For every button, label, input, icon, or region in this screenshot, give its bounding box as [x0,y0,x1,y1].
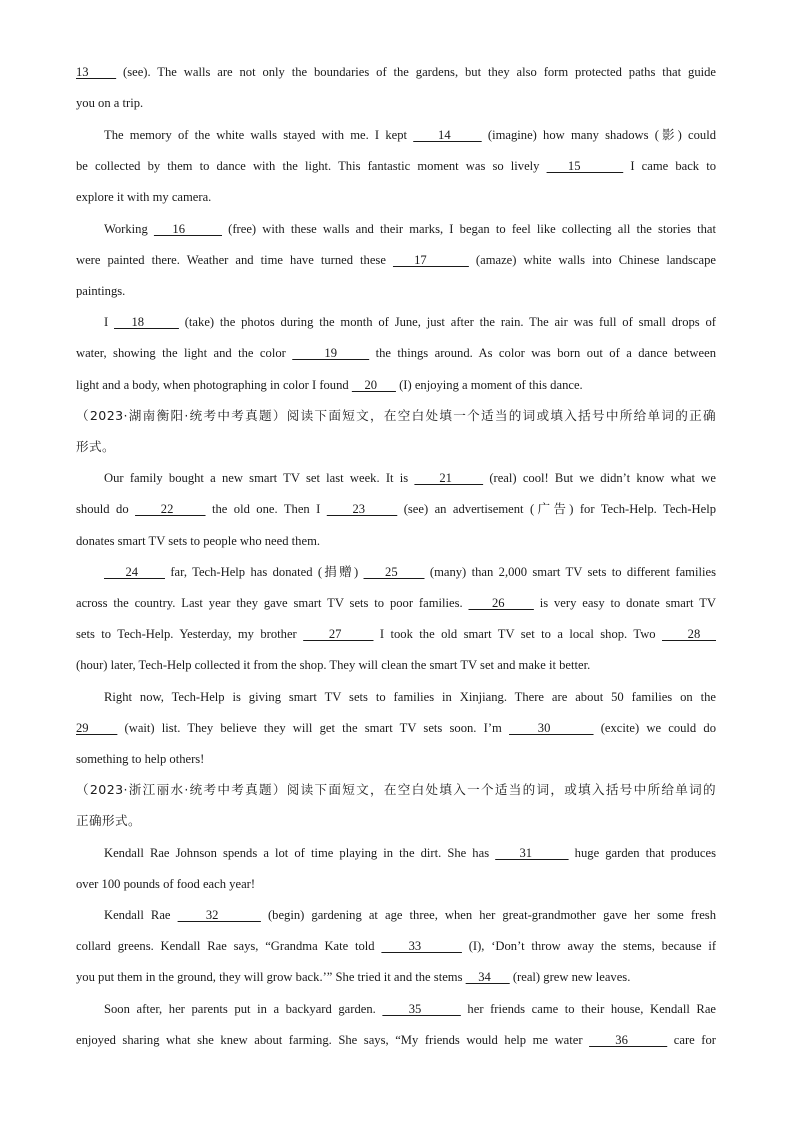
text-segment: （2023·湖南衡阳·统考中考真题）阅读下面短文，在空白处填一个适当的词或填入括号中所给单词的正确 [76,408,716,423]
section-heading-line [76,779,716,801]
text-segment: Working [104,222,154,236]
text-line [76,717,716,739]
text-line [104,311,716,333]
text-segment: water, showing the light and the color [76,346,293,360]
answer-blank[interactable]: 20 [351,378,396,392]
answer-blank[interactable]: 25 [363,565,425,579]
text-segment: explore it with my camera. [76,190,212,204]
text-line [76,155,716,177]
text-line [76,280,716,302]
section-heading-line [76,436,716,458]
answer-blank[interactable]: 27 [303,627,374,641]
text-line [76,592,716,614]
answer-blank[interactable]: 21 [414,471,484,485]
answer-blank[interactable]: 13 [76,65,117,79]
text-segment: (many) than 2,000 smart TV sets to different families [424,565,716,579]
text-segment: enjoyed sharing what she knew about farming. She says, “My friends would help me water [76,1033,590,1047]
text-segment: the things around. As color was born out of a dance between [369,346,716,360]
answer-blank[interactable]: 35 [382,1002,461,1016]
answer-blank[interactable]: 17 [392,253,469,267]
text-segment: (wait) list. They believe they will get the smart TV sets soon. I’m [117,721,510,735]
text-segment: (real) cool! But we didn’t know what we [483,471,716,485]
text-segment: (I), ‘Don’t throw away the stems, because if [461,939,716,953]
text-line [76,654,716,676]
answer-blank[interactable]: 15 [546,159,624,173]
text-line [76,748,716,770]
text-segment: (real) grew new leaves. [509,970,631,984]
text-segment: （2023·浙江丽水·统考中考真题）阅读下面短文，在空白处填入一个适当的词，或填入括号中所给单词的 [76,782,716,797]
text-line [76,92,716,114]
section-heading-line [76,810,716,832]
answer-blank[interactable]: 29 [76,721,118,735]
text-segment: (free) with these walls and their marks, I began to feel like collecting all the stories that [222,222,716,236]
answer-blank[interactable]: 30 [509,721,594,735]
text-segment: the old one. Then I [205,502,327,516]
text-line [76,1029,716,1051]
text-line [104,124,716,146]
text-segment: Our family bought a new smart TV set last week. It is [104,471,415,485]
text-segment: (excite) we could do [593,721,716,735]
text-line [76,623,716,645]
text-line [76,966,716,988]
text-segment: donates smart TV sets to people who need them. [76,534,321,548]
text-segment: (I) enjoying a moment of this dance. [395,378,583,392]
text-segment: (imagine) how many shadows (影) could [481,128,716,142]
answer-blank[interactable]: 31 [495,846,569,860]
text-segment: Kendall Rae Johnson spends a lot of time playing in the dirt. She has [104,846,496,860]
text-segment: should do [76,502,136,516]
answer-blank[interactable]: 36 [589,1033,668,1047]
text-segment: Right now, Tech-Help is giving smart TV sets to families in Xinjiang. There are about 50 families on the [104,690,716,704]
text-segment: Kendall Rae [104,908,178,922]
text-segment: her friends came to their house, Kendall Rae [460,1002,716,1016]
text-segment: I [104,315,115,329]
section-heading-line [76,405,716,427]
text-line [76,249,716,271]
text-line [104,686,716,708]
text-segment: over 100 pounds of food each year! [76,877,256,891]
answer-blank[interactable]: 33 [381,939,462,953]
text-segment: (take) the photos during the month of June, just after the rain. The air was full of small drops of [178,315,716,329]
text-segment: (begin) gardening at age three, when her great-grandmother gave her some fresh [260,908,716,922]
text-line [76,935,716,957]
text-line [76,873,716,895]
answer-blank[interactable]: 32 [177,908,261,922]
text-segment: far, Tech-Help has donated (捐赠) [164,565,364,579]
text-segment: were painted there. Weather and time have turned these [76,253,393,267]
text-line [76,530,716,552]
answer-blank[interactable]: 34 [465,970,510,984]
text-segment: care for [667,1033,716,1047]
text-line [104,904,716,926]
text-segment: is very easy to donate smart TV [533,596,716,610]
answer-blank[interactable]: 26 [468,596,534,610]
text-line [76,374,716,396]
text-segment: light and a body, when photographing in color I found [76,378,352,392]
text-line [104,842,716,864]
answer-blank[interactable]: 18 [114,315,179,329]
text-segment: collard greens. Kendall Rae says, “Grandma Kate told [76,939,382,953]
text-line [104,218,716,240]
text-segment: be collected by them to dance with the light. This fantastic moment was so lively [76,159,547,173]
text-segment: paintings. [76,284,126,298]
answer-blank[interactable]: 23 [326,502,398,516]
text-segment: (see). The walls are not only the boundaries of the gardens, but they also form protected paths that guide [116,65,716,79]
text-line [76,186,716,208]
answer-blank[interactable]: 16 [153,222,222,236]
text-segment: you on a trip. [76,96,144,110]
text-segment: sets to Tech-Help. Yesterday, my brother [76,627,304,641]
text-segment: I came back to [623,159,716,173]
text-segment: 正确形式。 [76,813,141,828]
text-segment: (hour) later, Tech-Help collected it from the shop. They will clean the smart TV set and make it better. [76,658,591,672]
text-line [76,498,716,520]
answer-blank[interactable]: 14 [413,128,482,142]
text-segment: Soon after, her parents put in a backyard garden. [104,1002,383,1016]
text-segment: across the country. Last year they gave smart TV sets to poor families. [76,596,469,610]
text-line [104,998,716,1020]
answer-blank[interactable]: 28 [662,627,716,641]
text-segment: I took the old smart TV set to a local shop. Two [373,627,662,641]
text-segment: (see) an advertisement (广告) for Tech-Help. Tech-Help [397,502,716,516]
text-segment: you put them in the ground, they will grow back.’” She tried it and the stems [76,970,466,984]
text-line [76,342,716,364]
answer-blank[interactable]: 19 [292,346,370,360]
text-segment: 形式。 [76,439,115,454]
text-line [76,61,716,83]
answer-blank[interactable]: 24 [104,565,165,579]
text-segment: (amaze) white walls into Chinese landscape [468,253,716,267]
text-segment: The memory of the white walls stayed with me. I kept [104,128,414,142]
text-segment: something to help others! [76,752,205,766]
text-line [104,561,716,583]
answer-blank[interactable]: 22 [135,502,206,516]
text-segment: huge garden that produces [568,846,716,860]
text-line [104,467,716,489]
